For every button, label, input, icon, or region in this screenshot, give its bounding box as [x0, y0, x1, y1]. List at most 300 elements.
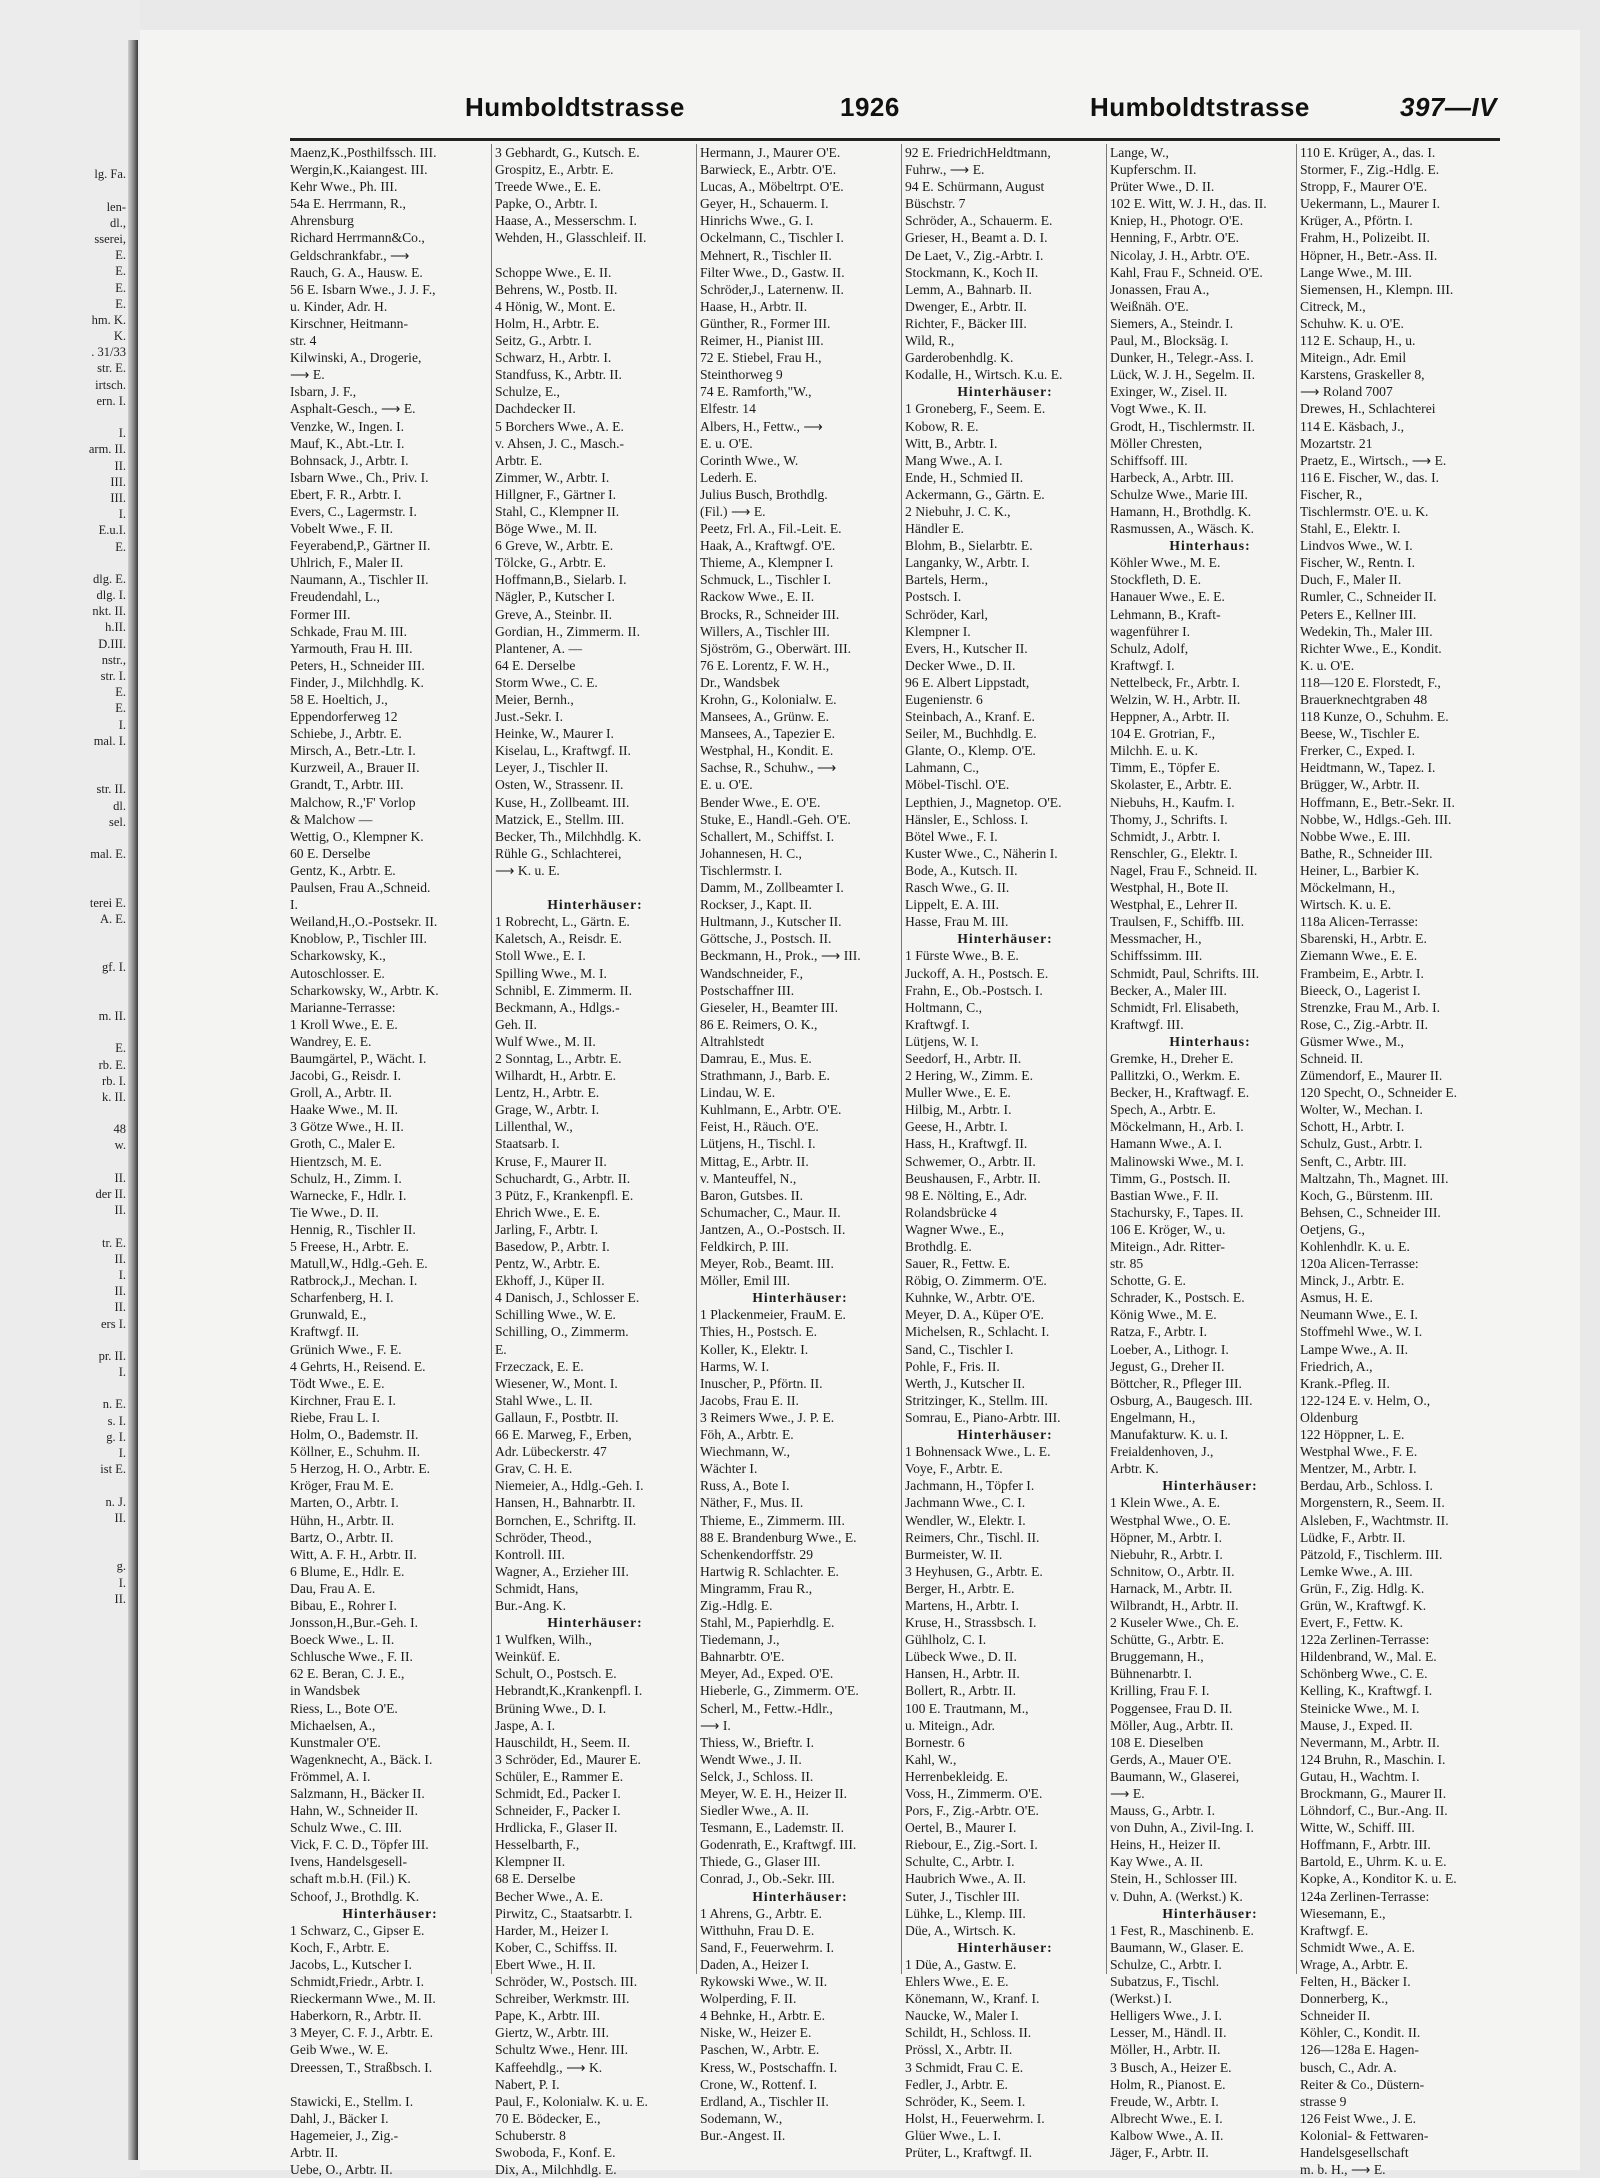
directory-column-1 — [290, 144, 490, 2178]
directory-entry-line: Baumgärtel, P., Wächt. I. — [290, 1050, 427, 1066]
directory-entry-line: Grün, F., Zig. Hdlg. K. — [1300, 1580, 1425, 1596]
directory-entry-line: Poggensee, Frau D. II. — [1110, 1700, 1233, 1716]
directory-entry-line: Eugenienstr. 6 — [905, 692, 983, 707]
directory-entry-line: Jegust, G., Dreher II. — [1110, 1358, 1225, 1374]
directory-entry-line: Osten, W., Strassenr. II. — [495, 777, 624, 793]
directory-entry-line: Böge Wwe., M. II. — [495, 521, 598, 537]
directory-entry-line: Sbarenski, H., Arbtr. E. — [1300, 931, 1427, 947]
directory-entry-line: v. Ahsen, J. C., Masch.- — [495, 435, 625, 451]
directory-entry-line: Wandschneider, F., — [700, 965, 803, 981]
directory-entry-line: Albrecht Wwe., E. I. — [1110, 2110, 1223, 2126]
directory-entry-line: Höpner, H., Betr.-Ass. II. — [1300, 247, 1438, 263]
directory-entry-line: Jonsson,H.,Bur.-Geh. I. — [290, 1615, 419, 1631]
fragment-line — [0, 1218, 126, 1234]
directory-entry-line: Kay Wwe., A. II. — [1110, 1854, 1203, 1870]
directory-entry-line: Lehmann, B., Kraft- — [1110, 606, 1221, 622]
directory-entry-line: Hinterhäuser: — [1162, 1905, 1258, 1921]
directory-entry-line: Bornestr. 6 — [905, 1734, 965, 1750]
directory-entry-line: 6 Greve, W., Arbtr. E. — [495, 538, 614, 554]
directory-entry-line: Wergin,K.,Kaiangest. III. — [290, 162, 428, 178]
directory-entry-line: Ratza, F., Arbtr. I. — [1110, 1324, 1208, 1340]
directory-entry-line: Wrage, A., Arbtr. E. — [1300, 1956, 1409, 1972]
directory-entry-line: Peters, H., Schneider III. — [290, 657, 425, 673]
directory-entry-line: Gieseler, H., Beamter III. — [700, 999, 838, 1015]
directory-entry-line: Lübeck Wwe., D. II. — [905, 1649, 1017, 1665]
directory-entry-line: Kraftwgf. III. — [1110, 1016, 1184, 1032]
directory-entry-line: wagenführer I. — [1110, 623, 1191, 639]
directory-entry-line: Hahn, W., Schneider II. — [290, 1803, 418, 1819]
directory-entry-line: Köhler, C., Kondit. II. — [1300, 2025, 1421, 2041]
directory-entry-line: Suter, J., Tischler III. — [905, 1888, 1020, 1904]
directory-entry-line: Reimers, Chr., Tischl. II. — [905, 1529, 1040, 1545]
fragment-line: w. — [114, 1138, 126, 1153]
directory-entry-line: Krilling, Frau F. I. — [1110, 1683, 1210, 1699]
fragment-line: dl. — [113, 798, 126, 813]
directory-entry-line: Peetz, Frl. A., Fil.-Leit. E. — [700, 521, 842, 537]
directory-entry-line: Peters E., Kellner III. — [1300, 606, 1417, 622]
directory-entry-line: Greve, A., Steinbr. II. — [495, 606, 613, 622]
directory-entry-line: Baumann, W., Glaser. E. — [1110, 1939, 1244, 1955]
fragment-line: lg. Fa. — [94, 167, 126, 182]
directory-entry-line: Tiedemann, J., — [700, 1632, 780, 1648]
directory-entry-line: Köhler Wwe., M. E. — [1110, 555, 1221, 571]
directory-entry-line: Sauer, R., Fettw. E. — [905, 1256, 1011, 1272]
directory-entry-line: Mauf, K., Abt.-Ltr. I. — [290, 435, 405, 451]
directory-entry-line: Schröder,J., Laternenw. II. — [700, 281, 844, 297]
fragment-line: h.II. — [105, 620, 126, 635]
directory-column-2 — [495, 144, 695, 2178]
fragment-line: E. — [115, 1041, 126, 1056]
directory-entry-line: m. b. H., ⟶ E. — [1300, 2162, 1386, 2178]
directory-entry-line: Ackermann, G., Gärtn. E. — [905, 486, 1045, 502]
fragment-line — [0, 1154, 126, 1170]
directory-entry-line: Löhndorf, C., Bur.-Ang. II. — [1300, 1803, 1448, 1819]
directory-entry-line: Schulte, C., Arbtr. I. — [905, 1854, 1015, 1870]
directory-entry-line: Ende, H., Schmied II. — [905, 469, 1024, 485]
directory-entry-line: Hebrandt,K.,Krankenpfl. I. — [495, 1683, 643, 1699]
directory-entry-line: Miteign., Adr. Ritter- — [1110, 1239, 1225, 1254]
directory-entry-line: Grospitz, E., Arbtr. E. — [495, 162, 614, 178]
directory-entry-line: 70 E. Bödecker, E., — [495, 2110, 601, 2126]
directory-entry-line: Nobbe, W., Hdlgs.-Geh. III. — [1300, 811, 1452, 827]
directory-entry-line: 2 Kuseler Wwe., Ch. E. — [1110, 1615, 1239, 1631]
directory-entry-line: Fischer, W., Rentn. I. — [1300, 555, 1415, 571]
directory-entry-line: Lütjens, W. I. — [905, 1033, 979, 1049]
directory-entry-line: Wild, R., — [905, 333, 955, 349]
column-separator — [491, 144, 492, 1974]
directory-entry-line: Fedler, J., Arbtr. E. — [905, 2076, 1008, 2092]
directory-entry-line: Becher Wwe., A. E. — [495, 1888, 604, 1904]
directory-entry-line: Schnitow, O., Arbtr. II. — [1110, 1563, 1235, 1579]
directory-entry-line: Kaletsch, A., Reisdr. E. — [495, 931, 622, 947]
directory-entry-line: Scharkowsky, W., Arbtr. K. — [290, 982, 439, 998]
directory-entry-line: Oldenburg — [1300, 1409, 1358, 1425]
directory-entry-line: 1 Kroll Wwe., E. E. — [290, 1016, 398, 1032]
directory-entry-line: Duch, F., Maler II. — [1300, 572, 1402, 588]
directory-entry-line: Hinterhäuser: — [957, 1939, 1053, 1955]
directory-entry-line: Loeber, A., Lithogr. I. — [1110, 1341, 1229, 1357]
directory-entry-line: Scherl, M., Fettw.-Hdlr., — [700, 1700, 833, 1716]
directory-entry-line: Westphal, H., Kondit. E. — [700, 743, 834, 759]
directory-entry-line: 104 E. Grotrian, F., — [1110, 726, 1216, 742]
directory-entry-line: Matull,W., Hdlg.-Geh. E. — [290, 1256, 428, 1272]
directory-entry-line: Hanauer Wwe., E. E. — [1110, 589, 1225, 605]
directory-entry-line: Rackow Wwe., E. II. — [700, 589, 815, 605]
directory-entry-line: Ratbrock,J., Mechan. I. — [290, 1273, 418, 1289]
directory-entry-line: Oetjens, G., — [1300, 1221, 1365, 1237]
directory-entry-line: Corinth Wwe., W. — [700, 452, 799, 468]
fragment-line: s. I. — [107, 1413, 126, 1428]
directory-entry-line: Gremke, H., Dreher E. — [1110, 1050, 1234, 1066]
directory-entry-line: Thieme, A., Klempner I. — [700, 555, 834, 571]
fragment-line: rb. I. — [102, 1073, 126, 1088]
directory-entry-line: Giertz, W., Arbtr. III. — [495, 2025, 610, 2041]
directory-entry-line: Stahl, E., Elektr. I. — [1300, 521, 1401, 537]
directory-entry-line: Hansen, H., Arbtr. II. — [905, 1666, 1020, 1682]
directory-entry-line: Handelsgesellschaft — [1300, 2144, 1409, 2160]
directory-entry-line: 122 Höppner, L. E. — [1300, 1427, 1405, 1443]
directory-entry-line: 5 Borchers Wwe., A. E. — [495, 418, 624, 434]
directory-entry-line: Baumann, W., Glaserei, — [1110, 1768, 1240, 1784]
page-fold — [128, 40, 138, 2160]
directory-entry-line: Möller, Emil III. — [700, 1273, 791, 1289]
directory-entry-line: 106 E. Kröger, W., u. — [1110, 1221, 1226, 1237]
fragment-line: ist E. — [100, 1462, 126, 1477]
directory-entry-line: Nicolay, J. H., Arbtr. O'E. — [1110, 247, 1250, 263]
directory-entry-line: 3 Busch, A., Heizer E. — [1110, 2059, 1232, 2075]
directory-entry-line: Hinterhäuser: — [752, 1290, 848, 1306]
directory-entry-line: Lück, W. J. H., Segelm. II. — [1110, 367, 1255, 383]
directory-entry-line: Autoschlosser. E. — [290, 965, 385, 981]
directory-entry-line: De Laet, V., Zig.-Arbtr. I. — [905, 247, 1044, 263]
directory-entry-line: 3 Pütz, F., Krankenpfl. E. — [495, 1187, 634, 1203]
fragment-line: g. I. — [106, 1429, 126, 1444]
directory-entry-line: Beckmann, H., Prok., ⟶ III. — [700, 948, 861, 964]
directory-entry-line: Niebuhr, R., Arbtr. I. — [1110, 1546, 1223, 1562]
directory-entry-line: Timm, G., Postsch. II. — [1110, 1170, 1231, 1186]
directory-entry-line: Hass, H., Kraftwgf. II. — [905, 1136, 1028, 1152]
directory-entry-line: Lemm, A., Bahnarb. II. — [905, 281, 1032, 297]
directory-entry-line: Lucas, A., Möbeltrpt. O'E. — [700, 179, 844, 195]
directory-entry-line — [495, 879, 695, 896]
directory-entry-line: Hoffmann,B., Sielarb. I. — [495, 572, 627, 588]
directory-entry-line: Traulsen, F., Schiffb. III. — [1110, 914, 1245, 930]
fragment-line: E. — [115, 685, 126, 700]
directory-entry-line: Barwieck, E., Arbtr. O'E. — [700, 162, 837, 178]
directory-entry-line: Hinterhäuser: — [342, 1905, 438, 1921]
directory-entry-line: Schildt, H., Schloss. II. — [905, 2025, 1032, 2041]
directory-entry-line: Bruggemann, H., — [1110, 1649, 1204, 1665]
directory-entry-line: Hinterhäuser: — [1162, 1478, 1258, 1494]
directory-entry-line: Geh. II. — [495, 1016, 537, 1032]
fragment-line — [0, 1526, 126, 1542]
directory-entry-line: Voss, H., Zimmerm. O'E. — [905, 1786, 1043, 1801]
directory-entry-line: Drewes, H., Schlachterei — [1300, 401, 1436, 417]
directory-entry-line: Thiede, G., Glaser III. — [700, 1854, 821, 1870]
directory-entry-line: Steinicke Wwe., M. I. — [1300, 1700, 1420, 1716]
directory-entry-line: Stahl, C., Klempner II. — [495, 503, 620, 519]
directory-entry-line: Bornchen, E., Schriftg. II. — [495, 1512, 637, 1528]
fragment-line: str. I. — [100, 669, 126, 683]
fragment-line — [0, 182, 126, 198]
directory-entry-line: str. 85 — [1110, 1256, 1144, 1272]
directory-entry-line: Godenrath, E., Kraftwgf. III. — [700, 1837, 857, 1853]
directory-entry-line: 126 Feist Wwe., J. E. — [1300, 2110, 1417, 2126]
directory-entry-line: Rumler, C., Schneider II. — [1300, 589, 1437, 605]
directory-entry-line: Pirwitz, C., Staatsarbtr. I. — [495, 1905, 633, 1921]
street-title-left: Humboldtstrasse — [465, 92, 685, 122]
fragment-line: I. — [118, 1267, 126, 1282]
fragment-line: E. — [115, 701, 126, 716]
directory-entry-line: Niemeier, A., Hdlg.-Geh. I. — [495, 1478, 644, 1494]
directory-entry-line: Juckoff, A. H., Postsch. E. — [905, 965, 1049, 981]
fragment-line: II. — [114, 1284, 126, 1299]
directory-entry-line: 1 Ahrens, G., Arbtr. E. — [700, 1905, 822, 1921]
column-separator — [901, 144, 902, 1974]
directory-entry-line: Schneid. II. — [1300, 1050, 1364, 1066]
directory-entry-line: Kraftwgf. I. — [1110, 657, 1175, 673]
directory-entry-line: Siemers, A., Steindr. I. — [1110, 315, 1234, 331]
directory-entry-line: Mauss, G., Arbtr. I. — [1110, 1803, 1215, 1819]
fragment-line: k. II. — [102, 1089, 126, 1104]
directory-entry-line: E. — [495, 1341, 507, 1357]
directory-entry-line: Frömmel, A. I. — [290, 1768, 371, 1784]
directory-entry-line: Schulz, H., Zimm. I. — [290, 1170, 402, 1186]
directory-entry-line: Schallert, M., Schiffst. I. — [700, 828, 835, 844]
directory-entry-line: Stawicki, E., Stellm. I. — [290, 2093, 414, 2109]
directory-entry-line: Händler E. — [905, 521, 964, 537]
directory-entry-line: Weiland,H.,O.-Postsekr. II. — [290, 914, 438, 930]
directory-entry-line: 122a Zerlinen-Terrasse: — [1300, 1632, 1430, 1648]
fragment-line — [0, 765, 126, 781]
directory-entry-line: Manufakturw. K. u. I. — [1110, 1427, 1229, 1443]
directory-entry-line: Behsen, C., Schneider III. — [1300, 1204, 1441, 1220]
directory-entry-line: Reiter & Co., Düstern- — [1300, 2076, 1425, 2092]
directory-entry-line: Schuchardt, G., Arbtr. II. — [495, 1170, 631, 1186]
directory-entry-line: Haase, H., Arbtr. II. — [700, 298, 808, 314]
fragment-line: I. — [118, 1575, 126, 1590]
directory-entry-line: Zümendorf, E., Maurer II. — [1300, 1068, 1443, 1084]
directory-entry-line: Grün, W., Kraftwgf. K. — [1300, 1597, 1427, 1613]
directory-entry-line: Schenkendorffstr. 29 — [700, 1546, 814, 1562]
directory-entry-line: Kurzweil, A., Brauer II. — [290, 760, 420, 776]
directory-entry-line: Postsch. I. — [905, 589, 962, 605]
directory-entry-line: Heins, H., Heizer II. — [1110, 1837, 1221, 1853]
directory-entry-line: Grage, W., Arbtr. I. — [495, 1102, 600, 1118]
directory-entry-line: Niske, W., Heizer E. — [700, 2025, 812, 2041]
directory-entry-line: Hesselbarth, F., — [495, 1837, 580, 1853]
directory-entry-line: ⟶ K. u. E. — [495, 862, 560, 878]
directory-entry-line: 126—128a E. Hagen- — [1300, 2042, 1419, 2058]
header-rule — [290, 138, 1500, 141]
directory-entry-line: Dix, A., Milchhdlg. E. — [495, 2162, 617, 2178]
directory-entry-line: Riess, L., Bote O'E. — [290, 1700, 398, 1716]
fragment-line: ern. I. — [96, 393, 126, 408]
directory-entry-line: 60 E. Derselbe — [290, 845, 371, 861]
directory-entry-line: Skolaster, E., Arbtr. E. — [1110, 777, 1232, 793]
directory-entry-line: Holm, H., Arbtr. E. — [495, 315, 600, 331]
directory-entry-line: Jonassen, Frau A., — [1110, 281, 1210, 297]
street-title-right: Humboldtstrasse — [1090, 92, 1310, 122]
directory-entry-line: Heppner, A., Arbtr. II. — [1110, 709, 1230, 725]
directory-entry-line: in Wandsbek — [290, 1683, 361, 1699]
directory-column-4 — [905, 144, 1105, 2161]
directory-entry-line: 102 E. Witt, W. J. H., das. II. — [1110, 196, 1267, 212]
directory-entry-line: Asmus, H. E. — [1300, 1290, 1373, 1306]
directory-entry-line: Hultmann, J., Kutscher II. — [700, 914, 842, 930]
fragment-line: nkt. II. — [92, 604, 126, 619]
directory-entry-line: Beese, W., Tischler E. — [1300, 726, 1420, 742]
directory-entry-line: Boeck Wwe., L. II. — [290, 1632, 395, 1648]
directory-entry-line: Grodt, H., Tischlermstr. II. — [1110, 418, 1256, 434]
directory-entry-line: Werth, J., Kutscher II. — [905, 1375, 1026, 1391]
directory-entry-line: Becker, A., Maler III. — [1110, 982, 1227, 998]
directory-entry-line: Stuke, E., Handl.-Geh. O'E. — [700, 811, 851, 827]
directory-entry-line: Maenz,K.,Posthilfssch. III. — [290, 145, 437, 160]
fragment-line: II. — [114, 1300, 126, 1315]
directory-entry-line: Harder, M., Heizer I. — [495, 1922, 609, 1938]
directory-entry-line: Grünich Wwe., F. E. — [290, 1341, 402, 1357]
directory-entry-line: Lentz, H., Arbtr. E. — [495, 1085, 600, 1101]
fragment-line: m. II. — [98, 1008, 126, 1023]
directory-entry-line: 1 Plackenmeier, FrauM. E. — [700, 1307, 846, 1323]
directory-entry-line: Lange, W., — [1110, 145, 1169, 160]
directory-entry-line: Uebe, O., Arbtr. II. — [290, 2162, 393, 2178]
directory-entry-line: Witte, W., Schiff. III. — [1300, 1820, 1415, 1836]
fragment-line: hm. K. — [91, 312, 126, 327]
directory-entry-line — [495, 247, 695, 264]
directory-entry-line: Bibau, E., Rohrer I. — [290, 1597, 397, 1613]
directory-entry-line: K. u. O'E. — [1300, 657, 1355, 673]
fragment-line: E. — [115, 539, 126, 554]
directory-entry-line: Freudendahl, L., — [290, 589, 380, 605]
directory-entry-line: Felten, H., Bäcker I. — [1300, 1974, 1411, 1990]
directory-entry-line: Feist, H., Räuch. O'E. — [700, 1119, 819, 1135]
directory-entry-line: Holst, H., Feuerwehrm. I. — [905, 2110, 1045, 2126]
fragment-line — [0, 1105, 126, 1121]
directory-entry-line: Maltzahn, Th., Magnet. III. — [1300, 1170, 1449, 1186]
directory-entry-line: Isbarn, J. F., — [290, 384, 357, 400]
directory-entry-line: Damrau, E., Mus. E. — [700, 1050, 812, 1066]
directory-entry-line: Stropp, F., Maurer O'E. — [1300, 179, 1428, 195]
directory-entry-line: Haberkorn, R., Arbtr. II. — [290, 2008, 422, 2024]
directory-entry-line: Albers, H., Fettw., ⟶ — [700, 418, 823, 434]
directory-entry-line: Gentz, K., Arbtr. E. — [290, 862, 396, 878]
page-header — [140, 92, 1580, 132]
fragment-line: pr. II. — [98, 1348, 126, 1363]
directory-entry-line: Jachmann, H., Töpfer I. — [905, 1478, 1035, 1494]
directory-entry-line: 118a Alicen-Terrasse: — [1300, 914, 1419, 930]
directory-entry-line: Senft, C., Arbtr. III. — [1300, 1153, 1407, 1169]
directory-entry-line: Schröder, K., Seem. I. — [905, 2093, 1026, 2109]
directory-entry-line: Venzke, W., Ingen. I. — [290, 418, 405, 434]
directory-entry-line: Schotte, G. E. — [1110, 1273, 1186, 1289]
directory-entry-line: Klempner II. — [495, 1854, 566, 1870]
directory-entry-line: Scharfenberg, H. I. — [290, 1290, 394, 1306]
directory-entry-line: Kobow, R. E. — [905, 418, 979, 434]
directory-entry-line: Postschaffner III. — [700, 982, 795, 998]
directory-entry-line: 4 Behnke, H., Arbtr. E. — [700, 2008, 825, 2024]
directory-entry-line: Langanky, W., Arbtr. I. — [905, 555, 1030, 571]
directory-entry-line: Pohle, F., Fris. II. — [905, 1358, 1000, 1374]
directory-entry-line: Oertel, B., Maurer I. — [905, 1820, 1017, 1836]
directory-entry-line: Adr. Lübeckerstr. 47 — [495, 1444, 607, 1460]
directory-entry-line: Freialdenhoven, J., — [1110, 1444, 1214, 1460]
fragment-line: E. — [115, 296, 126, 311]
directory-entry-line: 3 Gebhardt, G., Kutsch. E. — [495, 145, 640, 160]
directory-entry-line: Kruse, H., Strassbsch. I. — [905, 1615, 1037, 1631]
directory-entry-line: Schneider II. — [1300, 2008, 1371, 2024]
directory-entry-line: ⟶ E. — [290, 367, 325, 383]
directory-entry-line: Burmeister, W. II. — [905, 1546, 1003, 1562]
directory-entry-line: 1 Schwarz, C., Gipser E. — [290, 1922, 425, 1938]
directory-entry-line: 86 E. Reimers, O. K., — [700, 1016, 818, 1032]
directory-entry-line: Wiesener, W., Mont. I. — [495, 1375, 618, 1391]
fragment-line — [0, 1332, 126, 1348]
directory-entry-line: Evert, F., Fettw. K. — [1300, 1615, 1403, 1631]
directory-entry-line: Lesser, M., Händl. II. — [1110, 2025, 1227, 2041]
fragment-line: E. — [115, 280, 126, 295]
directory-entry-line: Schulze, E., — [495, 384, 560, 400]
directory-entry-line: Richter, F., Bäcker III. — [905, 315, 1027, 331]
directory-entry-line: 3 Schröder, Ed., Maurer E. — [495, 1751, 641, 1767]
directory-entry-line: Tie Wwe., D. II. — [290, 1204, 379, 1220]
directory-entry-line: 124a Zerlinen-Terrasse: — [1300, 1888, 1430, 1904]
fragment-line: K. — [113, 329, 126, 344]
directory-entry-line: Bartels, Herm., — [905, 572, 989, 588]
fragment-line: I. — [118, 717, 126, 732]
directory-entry-line: Frzeczack, E. E. — [495, 1358, 584, 1374]
directory-entry-line: Nobbe Wwe., E. III. — [1300, 828, 1411, 844]
fragment-line: I. — [118, 507, 126, 522]
directory-entry-line: Rieckermann Wwe., M. II. — [290, 1991, 436, 2007]
directory-entry-line: Stockmann, K., Koch II. — [905, 264, 1039, 280]
directory-entry-line: Kirchner, Frau E. I. — [290, 1392, 396, 1408]
column-separator — [1106, 144, 1107, 1974]
directory-entry-line: Schröder, Theod., — [495, 1529, 592, 1545]
fragment-line: str. II. — [96, 782, 126, 797]
directory-entry-line: Geese, H., Arbtr. I. — [905, 1119, 1008, 1135]
fragment-line: III. — [110, 490, 126, 505]
directory-entry-line: Herrenbekleidg. E. — [905, 1768, 1009, 1784]
directory-entry-line: Siemensen, H., Klempn. III. — [1300, 281, 1454, 297]
directory-entry-line: Kupferschm. II. — [1110, 162, 1197, 178]
fragment-line: E.u.I. — [98, 523, 126, 538]
directory-entry-line: Wolperding, F. II. — [700, 1991, 797, 2007]
directory-entry-line: Meyer, Ad., Exped. O'E. — [700, 1666, 834, 1682]
fragment-line: mal. I. — [93, 733, 126, 748]
directory-entry-line: Weißnäh. O'E. — [1110, 298, 1189, 314]
directory-entry-line: 1 Düe, A., Gastw. E. — [905, 1956, 1017, 1972]
directory-entry-line: 6 Blume, E., Hdlr. E. — [290, 1563, 405, 1579]
directory-entry-line: Arbtr. E. — [495, 452, 543, 468]
directory-entry-line: Prüter Wwe., D. II. — [1110, 179, 1215, 195]
directory-entry-line: Westphal, H., Bote II. — [1110, 880, 1229, 896]
directory-entry-line: Seedorf, H., Arbtr. II. — [905, 1050, 1022, 1066]
directory-entry-line: Wiesemann, E., — [1300, 1905, 1386, 1921]
directory-entry-line: Grav, C. H. E. — [495, 1461, 573, 1477]
directory-entry-line: Schult, O., Postsch. E. — [495, 1666, 617, 1682]
directory-entry-line: Meyer, W. E. H., Heizer II. — [700, 1786, 848, 1801]
directory-column-3 — [700, 144, 900, 2144]
directory-entry-line: Schott, H., Arbtr. I. — [1300, 1119, 1405, 1135]
fragment-line: g. — [116, 1559, 126, 1574]
directory-entry-line: Uhlrich, F., Maler II. — [290, 555, 404, 571]
directory-entry-line: 68 E. Derselbe — [495, 1871, 576, 1887]
directory-entry-line: 3 Götze Wwe., H. II. — [290, 1119, 404, 1135]
directory-entry-line: Pallitzki, O., Werkm. E. — [1110, 1068, 1241, 1084]
directory-entry-line: Kress, W., Postschaffn. I. — [700, 2059, 838, 2075]
